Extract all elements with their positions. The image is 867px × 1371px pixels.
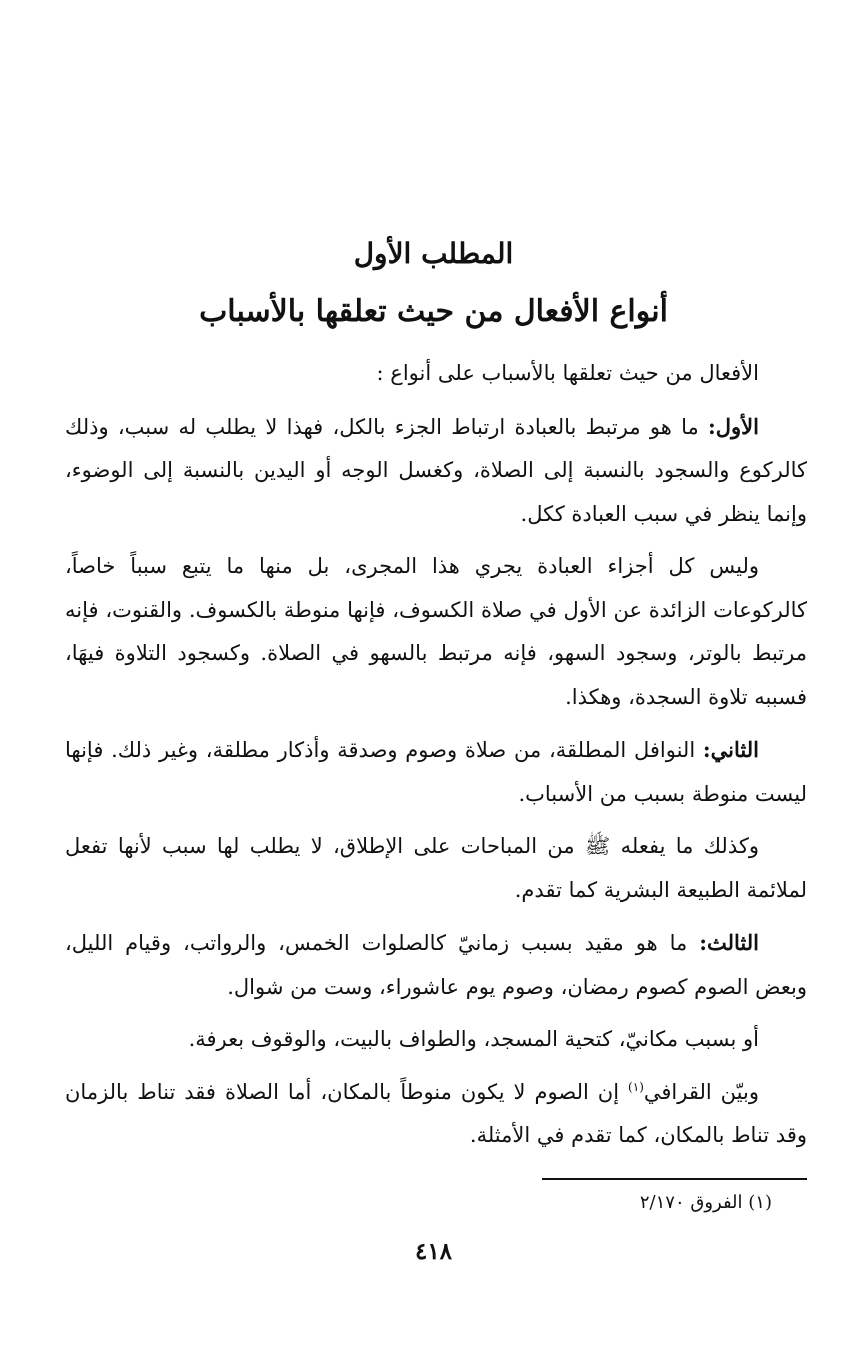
first-type-paragraph bbox=[65, 405, 807, 537]
qarafi-paragraph bbox=[65, 1071, 807, 1158]
footnote: (١) الفروق ٢/١٧٠ bbox=[639, 1192, 772, 1213]
second-type-label: الثاني: bbox=[702, 737, 759, 762]
section-subtitle: أنواع الأفعال من حيث تعلقها بالأسباب bbox=[199, 294, 668, 329]
parts-paragraph: وليس كل أجزاء العبادة يجري هذا المجرى، بل منها ما يتبع سبباً خاصاً، كالركوعات الزائدة عن الأول في صلاة الكسوف، فإنها منوطة بالكسوف. والقنوت، فإنه مرتبط بالوتر، وسجود السهو، فإنه مرتبط بالسهو في الصلاة. وكسجود التلاوة فيهَا، فسببه تلاوة السجدة، وهكذا. bbox=[65, 554, 807, 709]
first-type-label: الأول: bbox=[708, 413, 759, 439]
footnote-reference: (١) bbox=[628, 1079, 644, 1094]
second-type-text: النوافل المطلقة، من صلاة وصوم وصدقة وأذكار مطلقة، وغير ذلك. فإنها ليست منوطة بسبب من الأسباب. bbox=[65, 738, 807, 806]
first-type-text: ما هو مرتبط بالعبادة ارتباط الجزء بالكل، فهذا لا يطلب له سبب، وذلك كالركوع والسجود بالنسبة إلى الصلاة، وكغسل الوجه أو اليدين بالنسبة إلى الوضوء، وإنما ينظر في سبب العبادة ككل. bbox=[65, 414, 807, 526]
intro-paragraph: الأفعال من حيث تعلقها بالأسباب على أنواع : bbox=[376, 361, 759, 385]
page-number: ٤١٨ bbox=[414, 1238, 453, 1265]
qarafi-text-after: إن الصوم لا يكون منوطاً بالمكان، أما الصلاة فقد تناط بالزمان وقد تناط بالمكان، كما تقدم في الأمثلة. bbox=[65, 1079, 807, 1147]
third-type-paragraph bbox=[65, 921, 807, 1009]
prophet-acts-paragraph: وكذلك ما يفعله ﷺ من المباحات على الإطلاق، لا يطلب لها سبب لأنها تفعل لملائمة الطبيعة البشرية كما تقدم. bbox=[65, 834, 807, 902]
footnote-divider bbox=[542, 1178, 807, 1180]
third-type-label: الثالث: bbox=[699, 930, 759, 955]
qarafi-text-before: وبيّن القرافي bbox=[643, 1079, 759, 1104]
section-title: المطلب الأول bbox=[353, 237, 514, 270]
body-text bbox=[65, 352, 807, 1167]
place-cause-paragraph: أو بسبب مكانيّ، كتحية المسجد، والطواف بالبيت، والوقوف بعرفة. bbox=[188, 1027, 759, 1051]
third-type-text: ما هو مقيد بسبب زمانيّ كالصلوات الخمس، والرواتب، وقيام الليل، وبعض الصوم كصوم رمضان، وصوم يوم عاشوراء، وست من شوال. bbox=[65, 931, 807, 999]
second-type-paragraph bbox=[65, 728, 807, 816]
